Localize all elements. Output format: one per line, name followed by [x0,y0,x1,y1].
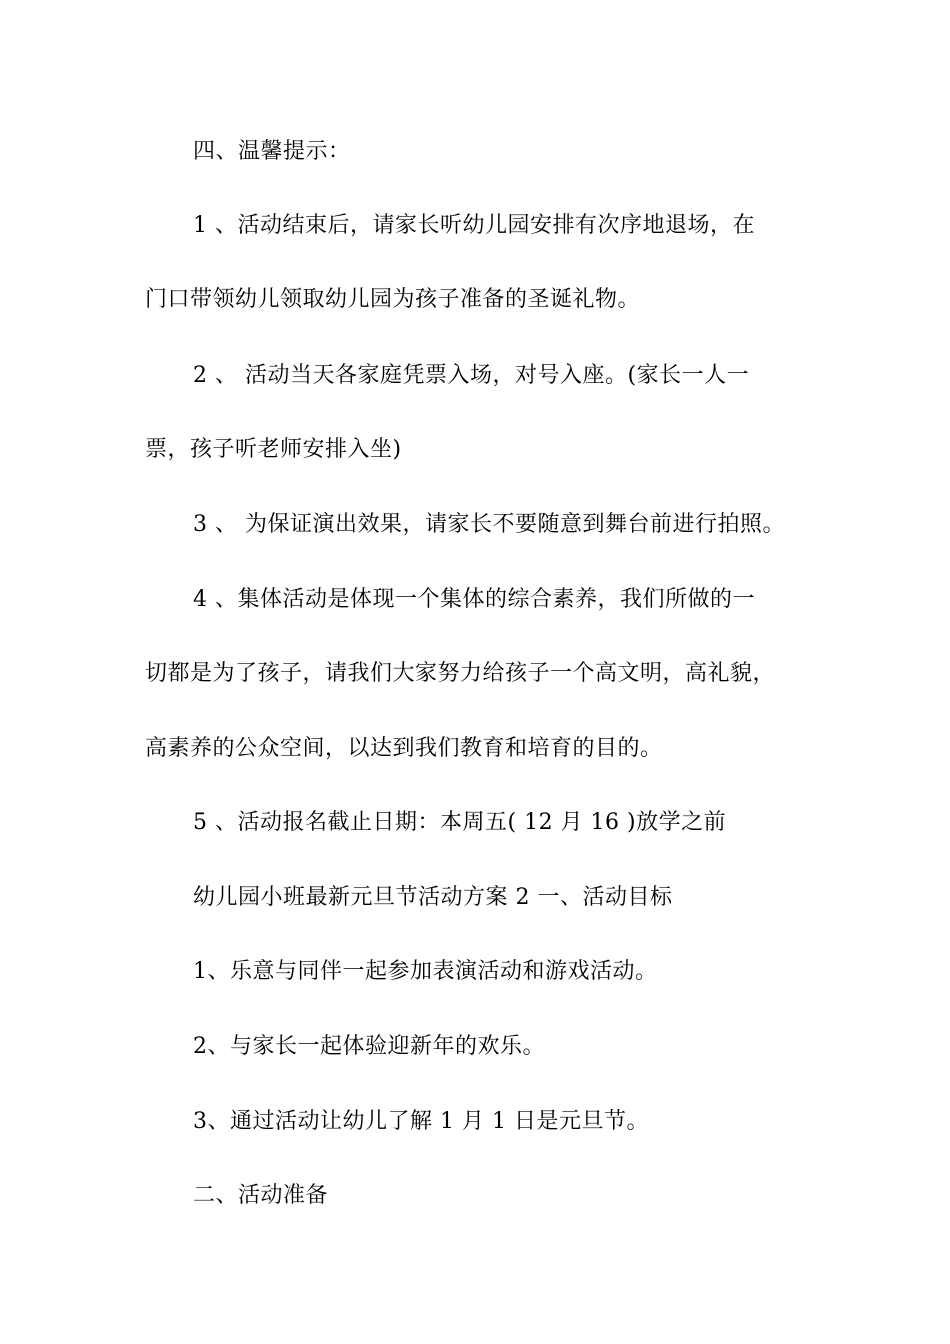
list-item: 2、与家长一起体验迎新年的欢乐。 [193,1034,545,1059]
section-heading-tips: 四、温馨提示： [193,139,351,164]
paragraph-line: 切都是为了孩子，请我们大家努力给孩子一个高文明，高礼貌， [145,661,776,686]
paragraph-line: 高素养的公众空间，以达到我们教育和培育的目的。 [145,736,663,761]
paragraph-line: 门口带领幼儿领取幼儿园为孩子准备的圣诞礼物。 [145,287,641,312]
section-title-line: 幼儿园小班最新元旦节活动方案 2 一、活动目标 [193,885,673,910]
paragraph-line: 5 、活动报名截止日期：本周五( 12 月 16 )放学之前 [193,810,727,835]
paragraph-line: 1 、活动结束后，请家长听幼儿园安排有次序地退场，在 [193,213,755,238]
section-heading-preparation: 二、活动准备 [193,1183,329,1208]
paragraph-line: 2 、 活动当天各家庭凭票入场，对号入座。(家长一人一 [193,363,750,388]
list-item: 1、乐意与同伴一起参加表演活动和游戏活动。 [193,959,658,984]
paragraph-line: 4 、集体活动是体现一个集体的综合素养，我们所做的一 [193,587,755,612]
paragraph-line: 3 、 为保证演出效果，请家长不要随意到舞台前进行拍照。 [193,512,785,537]
paragraph-line: 票，孩子听老师安排入坐) [145,437,402,462]
list-item: 3、通过活动让幼儿了解 1 月 1 日是元旦节。 [193,1109,649,1134]
